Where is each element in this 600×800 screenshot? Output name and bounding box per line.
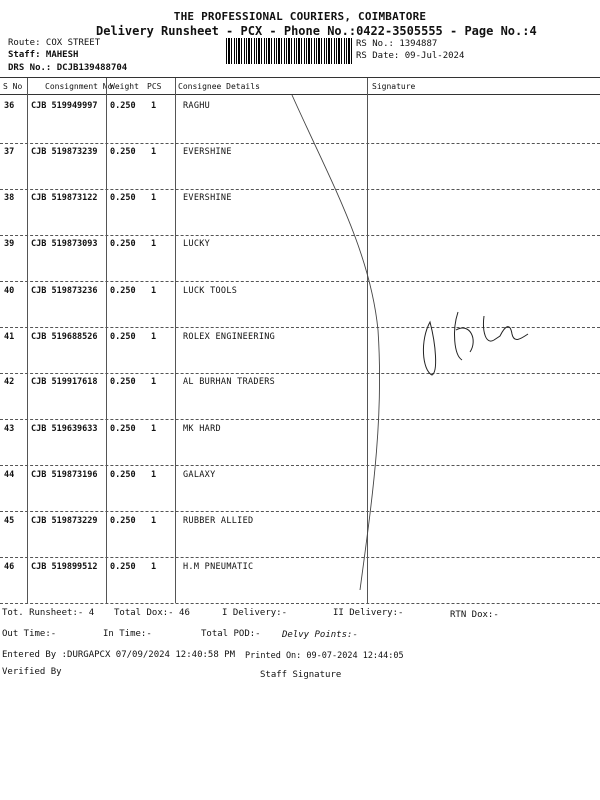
staff-signature: Staff Signature xyxy=(260,670,342,680)
row-consignment: CJB 519899512 xyxy=(31,562,98,572)
row-sno: 37 xyxy=(4,147,15,157)
col-pcs: PCS xyxy=(147,82,162,91)
in-time: In Time:- xyxy=(103,629,152,639)
ii-delivery: II Delivery:- xyxy=(333,608,404,618)
row-consignee: LUCKY xyxy=(183,239,211,249)
row-pcs: 1 xyxy=(151,377,157,387)
rs-number: RS No.: 1394887 xyxy=(356,39,438,49)
row-consignee: GALAXY xyxy=(183,470,216,480)
col-consignment: Consignment No xyxy=(45,82,113,91)
row-consignment: CJB 519949997 xyxy=(31,101,98,111)
row-pcs: 1 xyxy=(151,147,157,157)
row-consignee: EVERSHINE xyxy=(183,147,232,157)
row-pcs: 1 xyxy=(151,101,157,111)
row-weight: 0.250 xyxy=(110,286,136,296)
row-sno: 42 xyxy=(4,377,15,387)
row-consignment: CJB 519873229 xyxy=(31,516,98,526)
col-consignee: Consignee Details xyxy=(178,82,260,91)
verified-by: Verified By xyxy=(2,667,62,677)
row-consignee: H.M PNEUMATIC xyxy=(183,562,254,572)
row-sno: 36 xyxy=(4,101,15,111)
row-sno: 45 xyxy=(4,516,15,526)
row-weight: 0.250 xyxy=(110,147,136,157)
col-signature: Signature xyxy=(372,82,416,91)
row-sno: 38 xyxy=(4,193,15,203)
row-pcs: 1 xyxy=(151,193,157,203)
runsheet-subtitle: Delivery Runsheet - PCX - Phone No.:0422-3505555 - Page No.:4 xyxy=(96,24,537,38)
row-weight: 0.250 xyxy=(110,193,136,203)
row-consignment: CJB 519873093 xyxy=(31,239,98,249)
entered-by: Entered By :DURGAPCX 07/09/2024 12:40:58 PM xyxy=(2,650,235,660)
drs-number: DRS No.: DCJB139488704 xyxy=(8,63,128,73)
row-sno: 43 xyxy=(4,424,15,434)
row-consignment: CJB 519873196 xyxy=(31,470,98,480)
row-pcs: 1 xyxy=(151,516,157,526)
row-consignee: RAGHU xyxy=(183,101,211,111)
row-pcs: 1 xyxy=(151,332,157,342)
row-weight: 0.250 xyxy=(110,101,136,111)
row-weight: 0.250 xyxy=(110,424,136,434)
row-consignee: RUBBER ALLIED xyxy=(183,516,254,526)
tot-runsheet: Tot. Runsheet:- 4 xyxy=(2,608,95,618)
row-consignment: CJB 519873239 xyxy=(31,147,98,157)
col-sno: S No xyxy=(3,82,23,91)
rs-date: RS Date: 09-Jul-2024 xyxy=(356,51,465,61)
i-delivery: I Delivery:- xyxy=(222,608,288,618)
row-weight: 0.250 xyxy=(110,562,136,572)
row-sno: 40 xyxy=(4,286,15,296)
row-weight: 0.250 xyxy=(110,377,136,387)
row-pcs: 1 xyxy=(151,424,157,434)
row-consignee: ROLEX ENGINEERING xyxy=(183,332,276,342)
row-consignee: LUCK TOOLS xyxy=(183,286,238,296)
company-title: THE PROFESSIONAL COURIERS, COIMBATORE xyxy=(173,10,427,23)
row-consignment: CJB 519873236 xyxy=(31,286,98,296)
row-weight: 0.250 xyxy=(110,239,136,249)
total-dox: Total Dox:- 46 xyxy=(114,608,190,618)
total-pod: Total POD:- xyxy=(201,629,261,639)
row-consignment: CJB 519639633 xyxy=(31,424,98,434)
row-sno: 44 xyxy=(4,470,15,480)
row-sno: 46 xyxy=(4,562,15,572)
printed-on: Printed On: 09-07-2024 12:44:05 xyxy=(245,651,404,661)
row-sno: 41 xyxy=(4,332,15,342)
row-consignment: CJB 519873122 xyxy=(31,193,98,203)
staff-label: Staff: MAHESH xyxy=(8,50,79,60)
out-time: Out Time:- xyxy=(2,629,57,639)
row-pcs: 1 xyxy=(151,286,157,296)
row-pcs: 1 xyxy=(151,239,157,249)
delvy-points: Delvy Points:- xyxy=(282,630,358,640)
route-label: Route: COX STREET xyxy=(8,38,101,48)
rtn-dox: RTN Dox:- xyxy=(450,610,499,620)
row-pcs: 1 xyxy=(151,470,157,480)
col-weight: Weight xyxy=(110,82,139,91)
row-sno: 39 xyxy=(4,239,15,249)
row-consignment: CJB 519688526 xyxy=(31,332,98,342)
row-consignment: CJB 519917618 xyxy=(31,377,98,387)
row-consignee: AL BURHAN TRADERS xyxy=(183,377,276,387)
row-weight: 0.250 xyxy=(110,470,136,480)
row-consignee: EVERSHINE xyxy=(183,193,232,203)
row-weight: 0.250 xyxy=(110,516,136,526)
row-pcs: 1 xyxy=(151,562,157,572)
row-consignee: MK HARD xyxy=(183,424,221,434)
row-weight: 0.250 xyxy=(110,332,136,342)
